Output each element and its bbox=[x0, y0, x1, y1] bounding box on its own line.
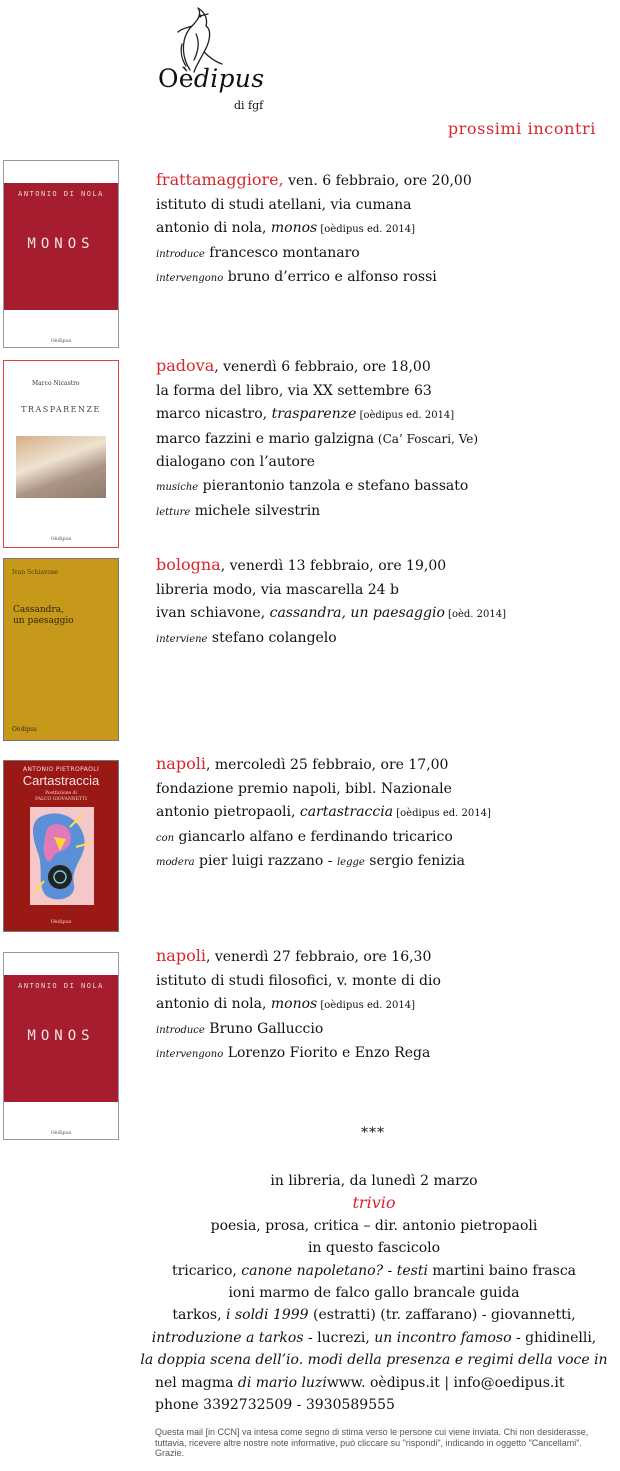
event-city: padova bbox=[156, 356, 215, 375]
cover-author: ANTONIO DI NOLA bbox=[18, 190, 104, 198]
event-venue: la forma del libro, via XX settembre 63 bbox=[156, 382, 432, 399]
event-city: frattamaggiore, bbox=[156, 170, 284, 189]
cover-author: ANTONIO PIETROPAOLI bbox=[22, 766, 100, 773]
event-city: napoli bbox=[156, 946, 206, 965]
trivio-announcement: in libreria, da lunedì 2 marzo trivio poesia, prosa, critica – dir. antonio pietropaoli in questo fascicolo tricarico, canone napoletano? - testi martini baino frasca ioni marmo de falco gallo brancale guida tarkos, i soldi 1999 (estratti) (tr. zaffarano) - giovannetti, introduzione a tarkos - lucrezi, un incontro famoso - ghidinelli, la doppia scena dell’io. modi della presenza e regimi della voce in nel magma di mario luziwww. oèdipus.it | info@oedipus.it phone 3392732509 - 3930589555 bbox=[140, 1170, 608, 1416]
event-date: , venerdì 13 febbraio, ore 19,00 bbox=[220, 558, 447, 574]
section-title: prossimi incontri bbox=[447, 119, 596, 138]
oedipus-logo bbox=[152, 4, 292, 116]
event-role: introduce bbox=[156, 248, 205, 260]
event-names: Bruno Galluccio bbox=[204, 1020, 324, 1037]
book-cover-monos[interactable] bbox=[3, 160, 119, 348]
event-role: con bbox=[156, 832, 175, 844]
event-publisher: [oèdipus ed. 2014] bbox=[356, 410, 455, 422]
event-book: cassandra, un paesaggio bbox=[269, 605, 445, 622]
event-author: antonio pietropaoli, bbox=[156, 804, 300, 821]
event-role: introduce bbox=[156, 1024, 205, 1036]
event-date: ven. 6 febbraio, ore 20,00 bbox=[283, 173, 472, 189]
cover-band bbox=[4, 975, 118, 1102]
event-1 bbox=[156, 168, 606, 291]
issue-heading: in questo fascicolo bbox=[307, 1240, 441, 1257]
event-date: , venerdì 27 febbraio, ore 16,30 bbox=[205, 949, 432, 965]
event-names: pier luigi razzano - bbox=[194, 853, 337, 870]
event-names: marco fazzini e mario galzigna bbox=[156, 430, 375, 447]
journal-title: trivio bbox=[352, 1193, 396, 1213]
release-date: in libreria, da lunedì 2 marzo bbox=[270, 1173, 478, 1189]
event-author: antonio di nola, bbox=[156, 996, 271, 1013]
event-role: letture bbox=[156, 506, 191, 518]
cover-publisher: Oèdipus bbox=[50, 1130, 72, 1136]
cover-publisher: Oèdipus bbox=[12, 726, 38, 733]
event-role: legge bbox=[336, 857, 365, 869]
cover-publisher: Oèdipus bbox=[50, 338, 72, 344]
event-role: interviene bbox=[156, 633, 208, 645]
disclaimer: Questa mail [in CCN] va intesa come segno di stima verso le persone cui viene inviata. Chi non desiderasse, tuttavia, ricevere altre nostre note informative, può cliccare su "rispondi", indicando in oggetto "Cancellami". Grazie. bbox=[155, 1427, 589, 1459]
event-venue: istituto di studi atellani, via cumana bbox=[156, 196, 412, 213]
event-publisher: [oèd. 2014] bbox=[444, 609, 507, 621]
cover-artwork bbox=[30, 807, 94, 905]
event-names: Lorenzo Fiorito e Enzo Rega bbox=[223, 1045, 431, 1062]
contributors: ioni marmo de falco gallo brancale guida bbox=[228, 1285, 520, 1302]
book-cover-monos-2[interactable] bbox=[3, 952, 119, 1140]
event-role: intervengono bbox=[156, 1049, 224, 1061]
event-date: , mercoledì 25 febbraio, ore 17,00 bbox=[205, 757, 449, 773]
event-5 bbox=[156, 944, 606, 1067]
cover-author: ANTONIO DI NOLA bbox=[18, 982, 104, 990]
journal-subtitle: poesia, prosa, critica – dir. antonio pietropaoli bbox=[210, 1217, 538, 1234]
event-role: modera bbox=[156, 857, 195, 869]
book-cover-cartastraccia[interactable] bbox=[3, 760, 119, 932]
cover-publisher: Oèdipus bbox=[50, 919, 72, 925]
separator-stars: *** bbox=[361, 1125, 385, 1141]
book-cover-cassandra[interactable] bbox=[3, 558, 119, 741]
event-role: musiche bbox=[156, 481, 199, 493]
event-author: ivan schiavone, bbox=[156, 605, 270, 622]
event-book: monos bbox=[270, 220, 318, 237]
event-book: monos bbox=[270, 996, 318, 1013]
event-4 bbox=[156, 752, 606, 875]
contact-links[interactable]: www. oèdipus.it | info@oedipus.it bbox=[326, 1374, 565, 1391]
event-book: trasparenze bbox=[271, 406, 357, 423]
event-city: bologna bbox=[156, 555, 221, 574]
event-book: cartastraccia bbox=[299, 804, 394, 821]
event-role: intervengono bbox=[156, 273, 224, 285]
cover-title: MONOS bbox=[27, 236, 95, 252]
cover-postface: Postfazione di FALCO GIOVANNETTI bbox=[35, 791, 87, 802]
book-cover-trasparenze[interactable] bbox=[3, 360, 119, 548]
event-venue: fondazione premio napoli, bibl. Nazionale bbox=[156, 780, 452, 797]
event-note: dialogano con l’autore bbox=[156, 454, 315, 471]
event-names: sergio fenizia bbox=[364, 853, 465, 870]
event-venue: libreria modo, via mascarella 24 b bbox=[156, 581, 399, 598]
event-names: giancarlo alfano e ferdinando tricarico bbox=[174, 828, 453, 845]
event-names: pierantonio tanzola e stefano bassato bbox=[198, 477, 469, 494]
cover-title: Cassandra, un paesaggio bbox=[13, 605, 74, 626]
brand-subtitle: di fgf bbox=[234, 99, 264, 112]
cover-title: TRASPARENZE bbox=[21, 405, 101, 414]
brand-name: Oèdipus bbox=[158, 64, 265, 93]
event-affiliation: (Ca’ Foscari, Ve) bbox=[374, 431, 479, 446]
event-publisher: [oèdipus ed. 2014] bbox=[317, 224, 416, 236]
cover-band bbox=[4, 183, 118, 310]
cover-author: Marco Nicastro bbox=[32, 380, 80, 387]
event-publisher: [oèdipus ed. 2014] bbox=[393, 808, 491, 820]
cover-image bbox=[16, 436, 106, 498]
event-names: francesco montanaro bbox=[204, 244, 360, 261]
event-author: marco nicastro, bbox=[156, 406, 272, 423]
event-names: bruno d’errico e alfonso rossi bbox=[223, 269, 437, 286]
cover-title: Cartastraccia bbox=[22, 773, 100, 788]
event-names: michele silvestrin bbox=[190, 502, 321, 519]
event-author: antonio di nola, bbox=[156, 220, 271, 237]
event-names: stefano colangelo bbox=[207, 629, 337, 646]
event-date: , venerdì 6 febbraio, ore 18,00 bbox=[214, 359, 431, 375]
cover-author: Ivan Schiavone bbox=[12, 569, 59, 576]
event-venue: istituto di studi filosofici, v. monte di dio bbox=[156, 972, 441, 989]
event-3 bbox=[156, 553, 606, 651]
contact-phone: phone 3392732509 - 3930589555 bbox=[155, 1397, 395, 1414]
event-publisher: [oèdipus ed. 2014] bbox=[317, 1000, 416, 1012]
cover-publisher: Oèdipus bbox=[50, 536, 72, 542]
event-2 bbox=[156, 354, 606, 524]
event-city: napoli bbox=[156, 754, 206, 773]
cover-title: MONOS bbox=[27, 1028, 95, 1044]
